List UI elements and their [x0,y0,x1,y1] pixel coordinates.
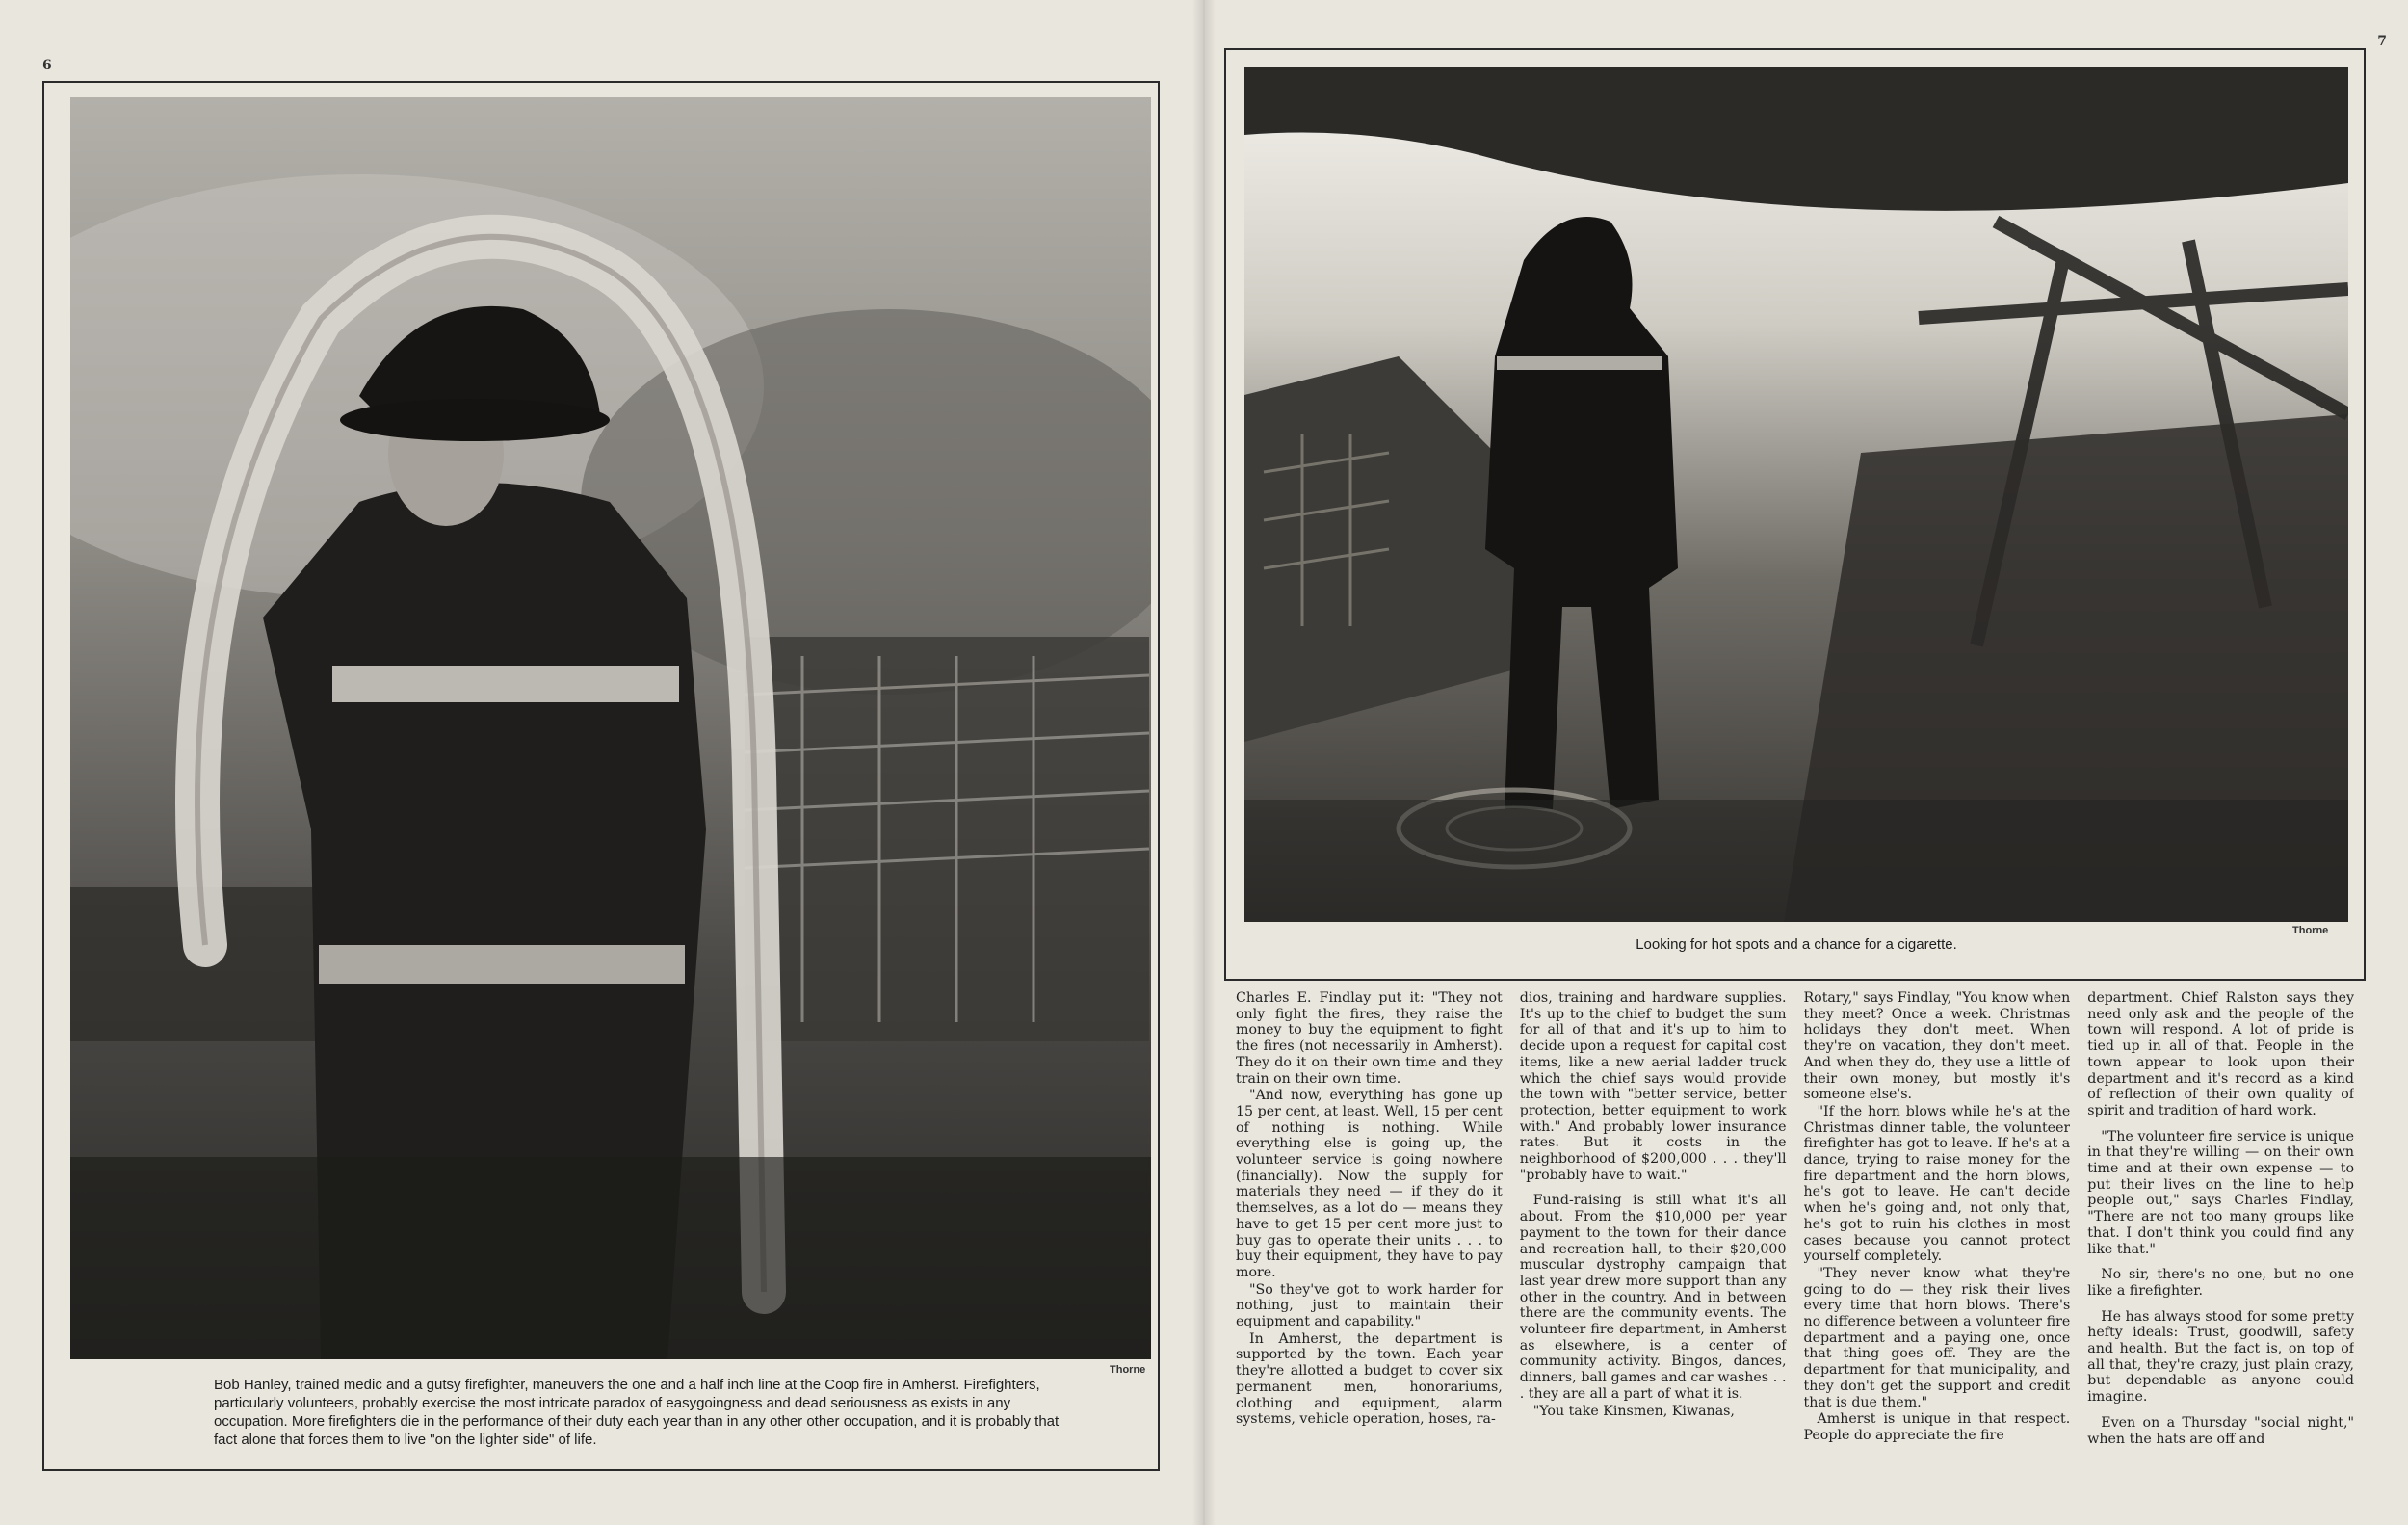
article-column-3 [1804,990,2071,1453]
article-column-4 [2087,990,2354,1453]
fire-ruins-photo-art [1244,67,2348,922]
article-paragraph: "You take Kinsmen, Kiwanas, [1532,1403,1735,1419]
article-paragraph: He has always stood for some pretty hefty ideals: Trust, goodwill, safety and health. But the fact is, on top of all that, they're crazy, just plain crazy, but dependable as anyone could imagine. [2087,1308,2354,1406]
article-paragraph: "And now, everything has gone up 15 per cent, at least. Well, 15 per cent of nothing is nothing. While everything else is going up, the volunteer service is going nowhere (financially). Now the supply for materials they need — if they do it themselves, as a lot do — means they have to get 15 per cent more just to buy gas to operate their units . . . to buy their equipment, they have to pay more. [1236,1088,1503,1280]
article-paragraph: In Amherst, the department is supported by the town. Each year they're allotted a budget to cover six permanent men, honorariums, clothing and equipment, alarm systems, vehicle operation, hoses, ra- [1236,1330,1503,1428]
firefighter-photo-icon [70,97,1151,1359]
photo-caption-left: Bob Hanley, trained medic and a gutsy firefighter, maneuvers the one and a half inch line at the Coop fire in Amherst. Firefighters, particularly volunteers, probably exercise the most intricate paradox of easygoingness and dead seriousness as exists in any occupation. More firefighters die in the performance of their duty each year than in any other other occupation, and it is probably that fact alone that forces them to live "on the lighter side" of life. [214,1377,1060,1448]
article-paragraph: dios, training and hardware supplies. It's up to the chief to budget the sum for all of that and it's up to him to decide upon a request for capital cost items, like a new aerial ladder truck which the chief says would provide the town with "better service, better protection, better equipment to work with." And probably lower insurance rates. But it costs in the neighborhood of $200,000 . . . they'll "probably have to wait." [1519,990,1787,1183]
article-columns [1224,990,2366,1453]
article-paragraph: department. Chief Ralston says they need only ask and the people of the town will respond. A lot of pride is tied up in all of that. People in the town appear to look upon their department and it's record as a kind of reflection of their own quality of spirit and tradition of hard work. [2087,990,2354,1118]
article-paragraph: "They never know what they're going to do — they risk their lives every time that horn blows. There's no difference between a volunteer fire department and a paying one, once that thing goes off. They are the department for that municipality, and they don't get the support and credit that is due them." [1803,1265,2071,1410]
article-column-1 [1236,990,1503,1453]
firefighter-photo-art [70,97,1151,1359]
article-paragraph: No sir, there's no one, but no one like a firefighter. [2087,1267,2354,1299]
article-paragraph: Rotary," says Findlay, "You know when they meet? Once a week. Christmas holidays they don't meet. When they're on vacation, they don't meet. And when they do, they use a little of their own money, but mostly it's someone else's. [1803,990,2071,1103]
article-paragraph: Even on a Thursday "social night," when the hats are off and [2087,1414,2354,1447]
article-column-2 [1520,990,1787,1453]
photo-credit-right: Thorne [2292,925,2329,936]
article-paragraph: "If the horn blows while he's at the Christmas dinner table, the volunteer firefighter has got to leave. If he's at a dance, trying to raise money for the fire department and the horn blows, he's got to leave. He can't decide when he's going and, not only that, he's got to ruin his clothes in most cases because you cannot protect yourself completely. [1803,1103,2071,1265]
article-paragraph: "The volunteer fire service is unique in that they're willing — on their own time and at their own expense — to put their lives on the line to help people out," says Charles Findlay, "There are not too many groups like that. I don't think you could find any like that." [2087,1128,2354,1257]
article-paragraph: "So they've got to work harder for nothing, just to maintain their equipment and capability." [1236,1281,1503,1330]
article-paragraph: Charles E. Findlay put it: "They not only fight the fires, they raise the money to buy the equipment to fight the fires (not necessarily in Amherst). They do it on their own time and they train on their own time. [1236,990,1503,1087]
fire-ruins-photo-icon [1244,67,2348,922]
page-number-right: 7 [2377,34,2387,49]
article-paragraph: Amherst is unique in that respect. People do appreciate the fire [1803,1411,2071,1443]
page-number-left: 6 [42,58,52,73]
article-paragraph: Fund-raising is still what it's all about. From the $10,000 per year payment to the town for their dance and recreation hall, to their $20,000 muscular dystrophy campaign that last year drew more support than any other in the country. And in between there are the community events. The volunteer fire department, in Amherst as elsewhere, is a center of community activity. Bingos, dances, dinners, ball games and car washes . . . they are all a part of what it is. [1519,1193,1787,1402]
right-page [1204,0,2408,1525]
photo-credit-left: Thorne [1110,1364,1146,1376]
photo-caption-right: Looking for hot spots and a chance for a cigarette. [1636,936,1957,953]
